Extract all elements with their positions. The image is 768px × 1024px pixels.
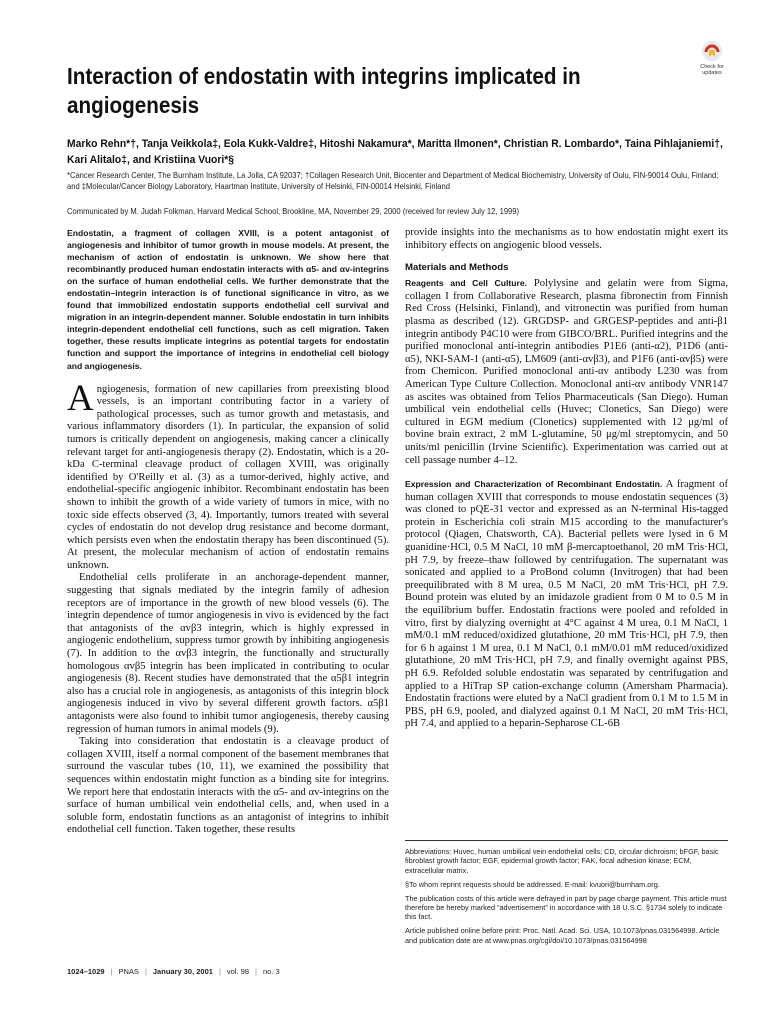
- footnote-costs: The publication costs of this article were defrayed in part by page charge payment. This article must therefore be hereby marked “advertisement” in accordance with 18 U.S.C. §1734 solely to indicate this fact.: [405, 893, 727, 922]
- abstract: Endostatin, a fragment of collagen XVIII, is a potent antagonist of angiogenesis and inhibitor of tumor growth in mouse models. At present, the mechanism of action of endostatin is unknown. We show here that recombinantly produced human endostatin interacts with α5- and αv-integrins on the surface of human endothelial cells. We further demonstrate that the endostatin–integrin interaction is of functional significance in vitro, as we found that immobilized endostatin supports endothelial cell survival and migration in an integrin-dependent manner. Soluble endostatin in turn inhibits integrin-dependent endothelial cell functions, such as cell migration. Taken together, these results implicate integrins as potential targets for endostatin function and support the importance of integrins in endothelial cell biology and angiogenesis.: [67, 228, 389, 371]
- footnotes: [405, 840, 728, 950]
- intro-paragraph-3: Taking into consideration that endostatin is a cleavage product of collagen XVIII, itself a normal component of the basement membranes that surround the vascular tubes (10, 11), we examined the possibility that sequences within endostatin might function as a binding site for integrins. We report here that endostatin interacts with the α5- and αv-integrins on the surface of human umbilical vein endothelial cells, and, when used in a soluble form, endostatin functions as an antagonist of integrins to inhibit endothelial cell function. Taken together, these results: [67, 736, 389, 836]
- section-heading-methods: Materials and Methods: [405, 262, 509, 274]
- page-footer: 1024–1029 | PNAS | January 30, 2001 | vol. 98 | no. 3: [67, 967, 280, 976]
- footer-number: no. 3: [262, 967, 280, 976]
- check-for-updates-badge[interactable]: [694, 40, 730, 76]
- footer-volume: vol. 98: [226, 967, 249, 976]
- footer-pages: 1024–1029: [67, 967, 105, 976]
- expression-paragraph: Expression and Characterization of Recombinant Endostatin. A fragment of human collagen XVIII that corresponds to mouse endostatin sequences (3) was cloned to pQE-31 vector and expressed as an N-terminal His-tagged protein in Escherichia coli strain M15 according to the manufacturer's protocol (Qiagen, Chatsworth, CA). Bacterial pellets were lysed in 6 M guanidine·HCl, 0.5 M NaCl, 10 mM β-mercaptoethanol, 20 mM Tris·HCl, pH 7.9, by freeze–thaw followed by centrifugation. The supernatant was sonicated and applied to a ProBond column (Invitrogen) that had been preequilibrated with 8 M urea, 0.5 M NaCl, 20 mM Tris·HCl, pH 7.9. Bound protein was eluted by an imidazole gradient from 0 M to 0.5 M in the equilibrium buffer. Endostatin fractions were pooled and refolded in vitro, first by dialyzing overnight at 4°C against 4 M urea, 0.1 M NaCl, 1 mM/0.1 mM reduced/oxidized glutathione, 20 mM Tris·HCl, pH 7.9, then for 6 h against 1 M urea, 0.1 M NaCl, 0.1 mM/0.01 mM reduced/oxidized glutathione, 20 mM Tris·HCl, pH 7.9, and finally overnight against PBS, pH 6.9. Refolded soluble endostatin was separated by centrifugation and applied to a HiTrap SP cation-exchange column (Amersham Pharmacia). Endostatin fractions were eluted by a NaCl gradient from 0.1 M to 1.5 M in PBS, pH 6.9, pooled, and dialyzed against 0.1 M NaCl, 20 mM Tris·HCl, pH 7.4, and applied to a heparin-Sepharose CL-6B: [405, 479, 728, 730]
- affiliations: *Cancer Research Center, The Burnham Institute, La Jolla, CA 92037; †Collagen Research Unit, Biocenter and Department of Medical Biochemistry, University of Oulu, FIN-90014 Oulu, Finland; and ‡Molecular/Cancer Biology Laboratory, Haartman Institute, University of Helsinki, FIN-00014 Helsinki, Finland: [67, 171, 719, 191]
- reagents-subheading: Reagents and Cell Culture.: [405, 278, 528, 289]
- author-list: Marko Rehn*†, Tanja Veikkola‡, Eola Kukk-Valdre‡, Hitoshi Nakamura*, Maritta Ilmonen*, Christian R. Lombardo*, Taina Pihlajaniemi†, Kari Alitalo‡, and Kristiina Vuori*§: [67, 138, 723, 166]
- communicated-by: Communicated by M. Judah Folkman, Harvard Medical School, Brookline, MA, November 29, 2000 (received for review July 12, 1999): [67, 207, 520, 216]
- footnote-published: Article published online before print: Proc. Natl. Acad. Sci. USA, 10.1073/pnas.031564998. Article and publication date are at www.pnas.org/cgi/doi/10.1073/pnas.031564998: [405, 926, 720, 945]
- reagents-paragraph: Reagents and Cell Culture. Polylysine and gelatin were from Sigma, collagen I from Collaborative Research, plasma fibronectin from Finnish Red Cross (Helsinki, Finland), and vitronectin was purified from human plasma as described (12). GRGDSP- and GRGESP-peptides and anti-β1 integrin antibody P4C10 were from GIBCO/BRL. Purified integrins and the purified monoclonal anti-integrin antibodies P1E6 (anti-α2), P1D6 (anti-α5), NKI-SAM-1 (anti-α5), LM609 (anti-αvβ3), and P1F6 (anti-αvβ5) were from Chemicon. Purified monoclonal anti-αv antibody L230 was from American Type Culture Collection. Monoclonal anti-αv antibody VNR147 as ascites was obtained from Telios Pharmaceuticals (San Diego). Human umbilical vein endothelial cells (Huvec; Clonetics, San Diego) were cultured in EGM medium (Clonetics) supplemented with 12 μg/ml of bovine brain extract, 2 mM L-glutamine, 50 μg/ml streptomycin, and 50 units/ml penicillin (Irvine Scientific). Experimentation was carried out at cell passage number 4–12.: [405, 278, 728, 466]
- footnote-abbreviations: Abbreviations: Huvec, human umbilical vein endothelial cells; CD, circular dichroism; bFGF, basic fibroblast growth factor; EGF, epidermal growth factor; FAK, focal adhesion kinase; ECM, extracellular matrix.: [405, 847, 719, 875]
- article-title: Interaction of endostatin with integrins implicated in angiogenesis: [67, 63, 581, 118]
- intro-continuation: provide insights into the mechanisms as to how endostatin might exert its inhibitory effects on angiogenic blood vessels.: [405, 227, 728, 251]
- check-for-updates-icon: [701, 40, 723, 62]
- footer-journal: PNAS: [118, 967, 139, 976]
- left-column: [67, 227, 389, 837]
- badge-line2: updates: [702, 70, 722, 76]
- badge-line1: Check for: [700, 64, 724, 70]
- drop-cap: A: [67, 377, 94, 419]
- footer-date: January 30, 2001: [152, 967, 213, 976]
- right-column: [405, 227, 728, 731]
- introduction: [67, 377, 389, 837]
- intro-paragraph-1: Angiogenesis, formation of new capillaries from preexisting blood vessels, is an important contributing factor in a variety of pathological processes, such as tumor growth and metastasis, and various inflammatory disorders (1). In particular, the expansion of solid tumors is critically dependent on angiogenesis, making cancer a clinically relevant target for anti-angiogenesis therapy (2). Endostatin, which is a 20-kDa C-terminal cleavage product of collagen XVIII, was originally identified by O'Reilly et al. (3) as a tumor-derived, highly active, and endothelial-specific angiogenic inhibitor. Recombinant endostatin has been shown to inhibit the growth of a wide variety of tumors in mice, with no toxic side effects observed (3, 4). Importantly, tumors treated with several cycles of endostatin do not develop drug resistance and become dormant, which persists even when the endostatin therapy has been discontinued (5). At present, the molecular mechanism of action of endostatin remains unknown.: [67, 377, 389, 571]
- expression-subheading: Expression and Characterization of Recombinant Endostatin.: [405, 479, 663, 490]
- footnote-reprint: §To whom reprint requests should be addressed. E-mail: kvuori@burnham.org.: [405, 879, 660, 889]
- intro-paragraph-2: Endothelial cells proliferate in an anchorage-dependent manner, suggesting that signals mediated by the integrin family of adhesion receptors are of importance in the growth of new blood vessels (6). The integrin dependence of tumor angiogenesis in vivo is evidenced by the fact that antagonists of the αvβ3 integrin, which is highly expressed in angiogenic endothelium, suppress tumor growth by inhibiting angiogenesis (7). In addition to the αvβ3 integrin, the functionally and structurally homologous αvβ5 integrin has been implicated in contributing to ocular angiogenesis (8). Recent studies have demonstrated that the α5β1 integrin also has a crucial role in angiogenesis, as antagonists of this integrin block angiogenesis induced in vivo by several different growth factors. α5β1 antagonists were also found to inhibit tumor angiogenesis, thereby causing regression of human tumors in animal models (9).: [67, 572, 389, 735]
